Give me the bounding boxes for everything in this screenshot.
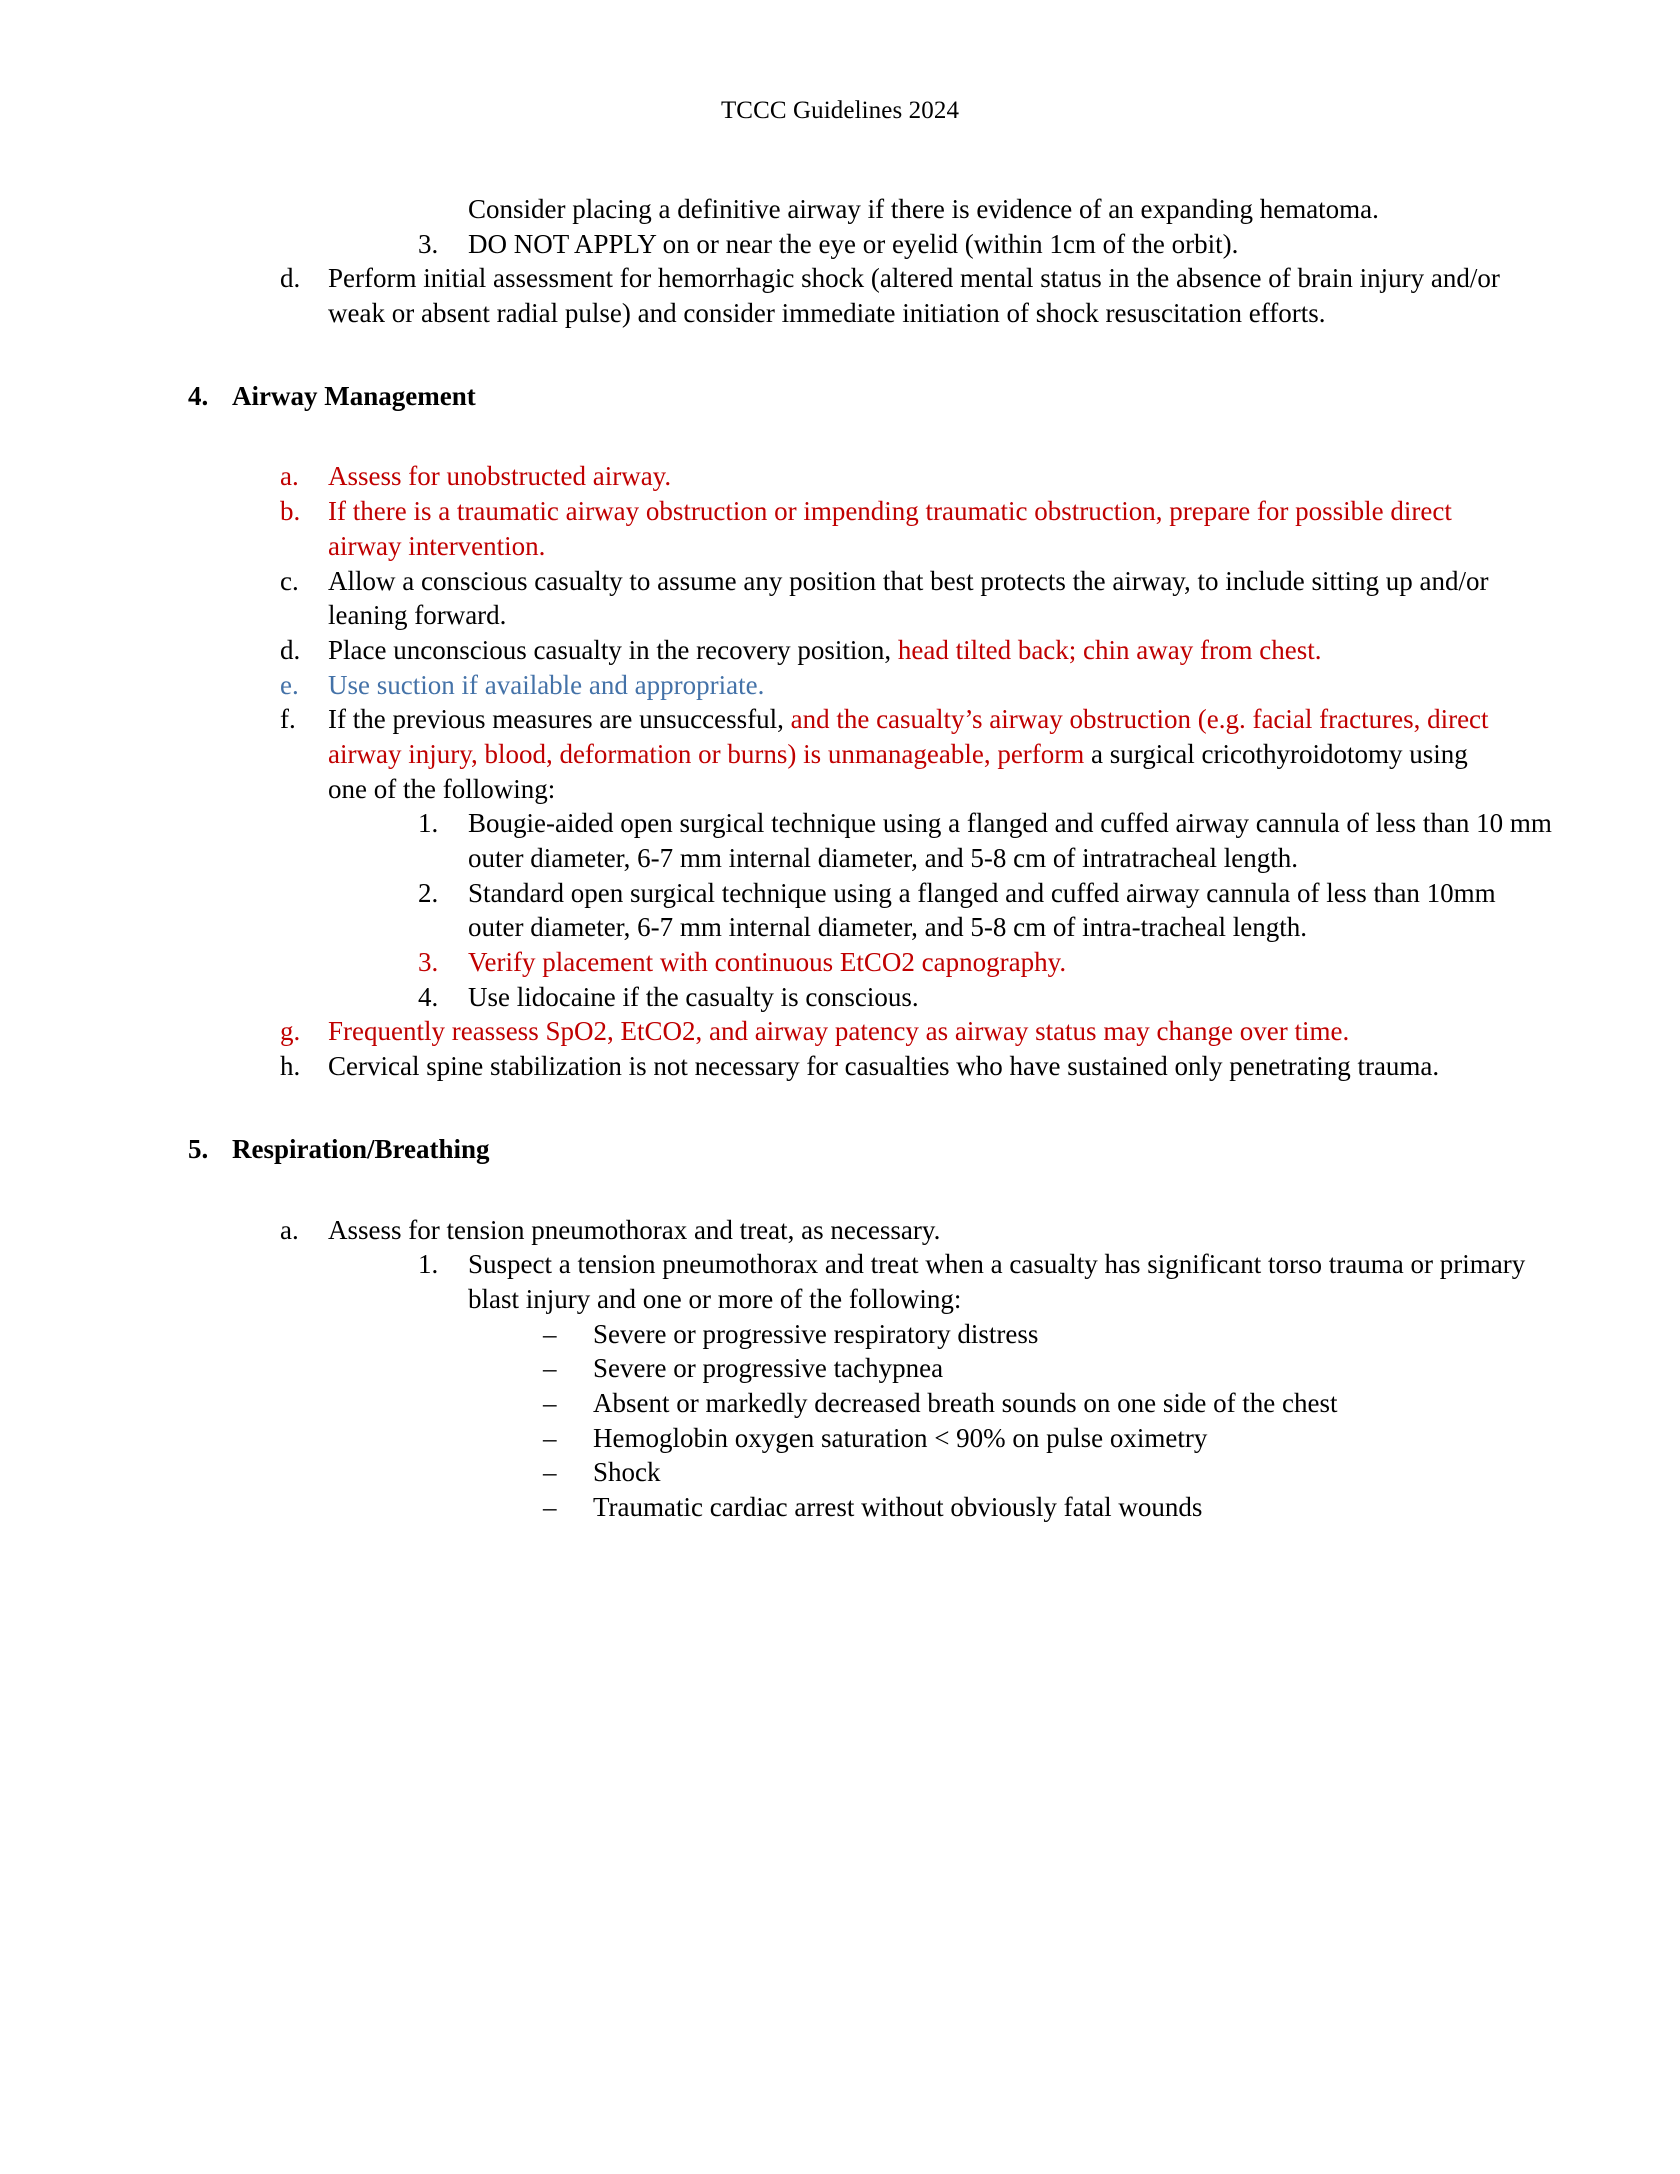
list-item-4f-2 bbox=[418, 876, 1552, 945]
carryover-item-3-text: DO NOT APPLY on or near the eye or eyelid (within 1cm of the orbit). bbox=[468, 228, 1239, 259]
list-item-5a-text: Assess for tension pneumothorax and treat, as necessary. bbox=[328, 1214, 941, 1245]
list-item-4h bbox=[280, 1049, 1552, 1084]
section-4-heading bbox=[188, 379, 1552, 414]
section-4-items bbox=[128, 459, 1552, 1083]
list-item-bullet bbox=[543, 1386, 1552, 1421]
list-item-4f-4 bbox=[418, 980, 1552, 1015]
section-4-marker: 4. bbox=[188, 380, 209, 411]
list-item-4a-text: Assess for unobstructed airway. bbox=[328, 461, 672, 492]
dash-bullet-icon: – bbox=[543, 1457, 557, 1488]
list-item-bullet bbox=[543, 1317, 1552, 1352]
list-item-4f-2-text: Standard open surgical technique using a flanged and cuffed airway cannula of less than 10mm outer diameter, 6-7 mm internal diameter, and 5-8 cm of intra-tracheal length. bbox=[468, 877, 1496, 943]
section-4-title: Airway Management bbox=[232, 380, 476, 411]
list-item-4b-text: If there is a traumatic airway obstruction or impending traumatic obstruction, prepare for possible direct airway intervention. bbox=[328, 496, 1452, 561]
list-marker: c. bbox=[280, 565, 299, 596]
carryover-item-3 bbox=[418, 227, 1552, 262]
list-marker: 1. bbox=[418, 1249, 439, 1280]
list-marker: 3. bbox=[418, 228, 439, 259]
page-header: TCCC Guidelines 2024 bbox=[720, 97, 960, 124]
list-item-4f-text bbox=[328, 702, 1504, 806]
bullet-text: Absent or markedly decreased breath sounds on one side of the chest bbox=[593, 1387, 1338, 1418]
list-item-4f-part3: a surgical cricothyroidotomy using one of the following: bbox=[328, 738, 1468, 804]
bullet-text: Hemoglobin oxygen saturation < 90% on pulse oximetry bbox=[593, 1422, 1208, 1453]
list-item-4c bbox=[280, 564, 1552, 633]
list-item-5a-1 bbox=[418, 1247, 1552, 1316]
section-5-items bbox=[128, 1213, 1552, 1525]
list-marker: g. bbox=[280, 1016, 301, 1047]
list-marker: a. bbox=[280, 1214, 299, 1245]
dash-bullet-icon: – bbox=[543, 1492, 557, 1522]
bullet-text: Shock bbox=[593, 1457, 661, 1488]
list-item-bullet bbox=[543, 1421, 1552, 1456]
list-marker: 1. bbox=[418, 808, 439, 839]
list-marker: 2. bbox=[418, 877, 439, 908]
bullet-text: Severe or progressive tachypnea bbox=[593, 1353, 944, 1384]
list-item-4f-3-text: Verify placement with continuous EtCO2 capnography. bbox=[468, 947, 1067, 978]
list-item-bullet bbox=[543, 1490, 1552, 1525]
list-item-4e bbox=[280, 668, 1552, 703]
section-5-heading bbox=[188, 1132, 1552, 1167]
list-item-5a-1-text: Suspect a tension pneumothorax and treat when a casualty has significant torso trauma or primary blast injury and one or more of the following: bbox=[468, 1249, 1526, 1314]
carryover-item-d-text: Perform initial assessment for hemorrhagic shock (altered mental status in the absence of brain injury and/or weak or absent radial pulse) and consider immediate initiation of shock resuscitation efforts. bbox=[328, 263, 1500, 329]
carryover-continuation-text: Consider placing a definitive airway if there is evidence of an expanding hematoma. bbox=[468, 194, 1379, 224]
section-airway-management bbox=[128, 379, 1552, 1084]
list-item-4d-text bbox=[328, 633, 1504, 668]
list-item-bullet bbox=[543, 1351, 1552, 1386]
list-marker: f. bbox=[280, 704, 296, 735]
list-marker: 4. bbox=[418, 981, 439, 1012]
carryover-item-d bbox=[280, 261, 1552, 330]
list-item-5a bbox=[280, 1213, 1552, 1248]
section-5-title: Respiration/Breathing bbox=[232, 1133, 490, 1164]
list-item-4c-text: Allow a conscious casualty to assume any position that best protects the airway, to include sitting up and/or leaning forward. bbox=[328, 565, 1489, 631]
carryover-block bbox=[128, 192, 1552, 331]
list-item-4f bbox=[280, 702, 1552, 806]
list-item-4a bbox=[280, 459, 1552, 494]
list-marker: a. bbox=[280, 461, 299, 492]
dash-bullet-icon: – bbox=[543, 1422, 557, 1453]
list-item-4d bbox=[280, 633, 1552, 668]
list-marker: h. bbox=[280, 1051, 301, 1082]
dash-bullet-icon: – bbox=[543, 1318, 557, 1349]
list-item-4d-text-black: Place unconscious casualty in the recovery position, bbox=[328, 634, 898, 665]
list-marker: e. bbox=[280, 669, 299, 700]
list-item-4f-part1: If the previous measures are unsuccessful, bbox=[328, 704, 791, 735]
bullet-text: Traumatic cardiac arrest without obviously fatal wounds bbox=[593, 1492, 1203, 1522]
bullet-text: Severe or progressive respiratory distress bbox=[593, 1318, 1039, 1349]
dash-bullet-icon: – bbox=[543, 1387, 557, 1418]
dash-bullet-icon: – bbox=[543, 1353, 557, 1384]
list-item-4f-part2: and the casualty’s airway obstruction (e.g. facial fractures, direct airway injury, blood, deformation or burns) is unmanageable, perform bbox=[328, 704, 1489, 769]
list-marker: 3. bbox=[418, 947, 439, 978]
list-item-4b bbox=[280, 494, 1552, 563]
list-item-4f-1-text: Bougie-aided open surgical technique using a flanged and cuffed airway cannula of less than 10 mm outer diameter, 6-7 mm internal diameter, and 5-8 cm of intratracheal length. bbox=[468, 808, 1552, 873]
list-marker: b. bbox=[280, 496, 301, 527]
list-item-4f-1 bbox=[418, 806, 1552, 875]
list-item-4g bbox=[280, 1014, 1552, 1049]
list-item-4f-4-text: Use lidocaine if the casualty is conscious. bbox=[468, 981, 919, 1012]
section-respiration-breathing bbox=[128, 1132, 1552, 1525]
list-item-4f-3 bbox=[418, 945, 1552, 980]
list-item-bullet bbox=[543, 1455, 1552, 1490]
list-marker: d. bbox=[280, 263, 301, 294]
list-item-4h-text: Cervical spine stabilization is not necessary for casualties who have sustained only penetrating trauma. bbox=[328, 1051, 1440, 1082]
list-item-4e-text: Use suction if available and appropriate. bbox=[328, 669, 765, 700]
section-5-marker: 5. bbox=[188, 1133, 209, 1164]
list-item-4d-text-red: head tilted back; chin away from chest. bbox=[897, 634, 1322, 665]
list-item-4g-text: Frequently reassess SpO2, EtCO2, and airway patency as airway status may change over time. bbox=[328, 1016, 1350, 1047]
carryover-continuation bbox=[468, 192, 1552, 227]
tension-pneumothorax-signs-list bbox=[128, 1317, 1552, 1525]
list-item-4f-subitems bbox=[128, 806, 1552, 1014]
list-marker: d. bbox=[280, 634, 301, 665]
